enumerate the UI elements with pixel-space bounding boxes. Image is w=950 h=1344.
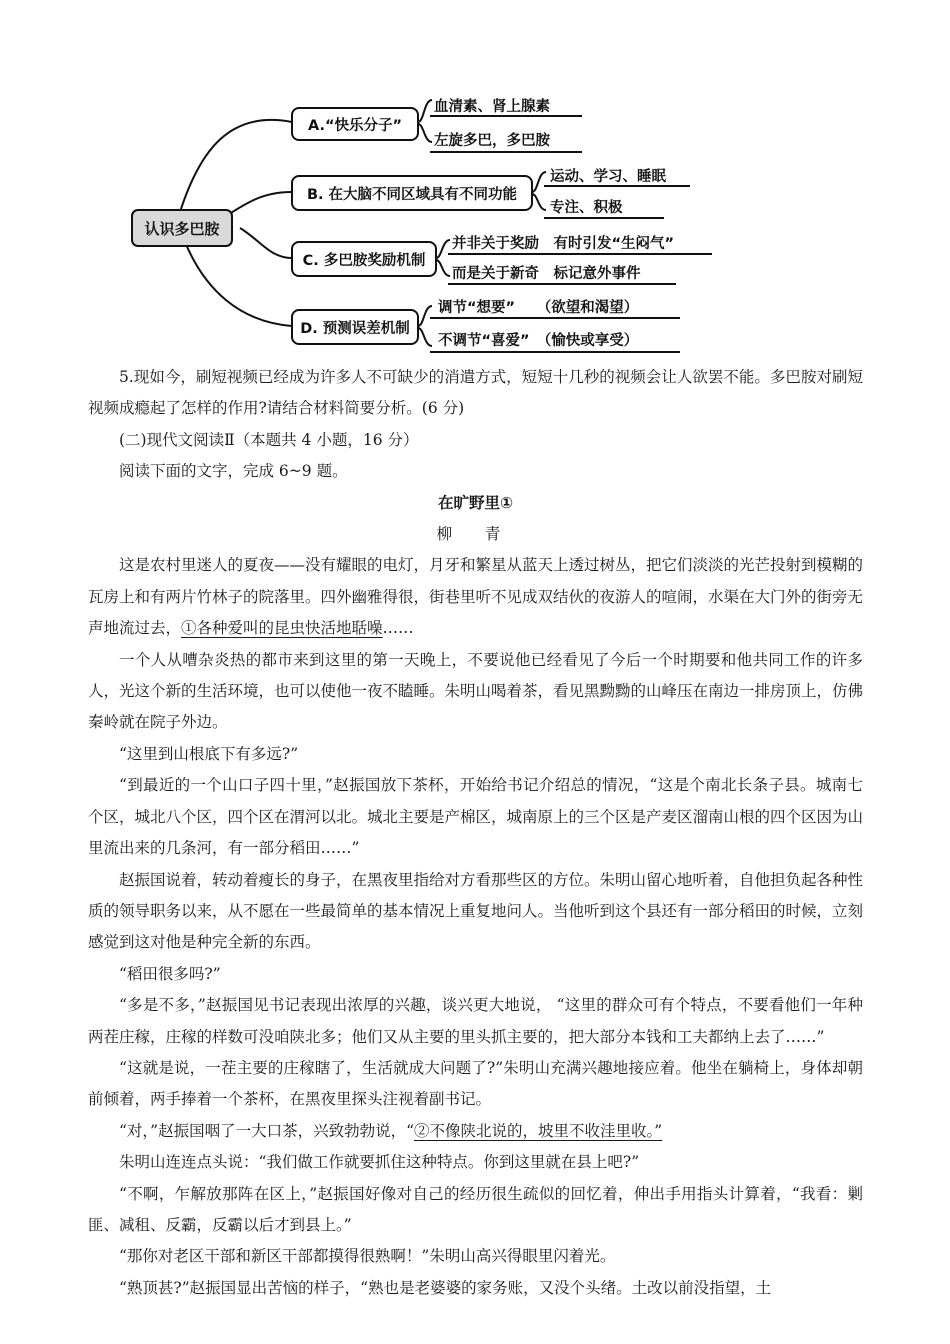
bracket-c (436, 240, 450, 276)
branch-b-item-2: 专注、积极 (550, 200, 623, 216)
underlined-sentence-2: ②不像陕北说的，坡里不收洼里收。” (414, 1121, 663, 1140)
bracket-d (418, 306, 432, 346)
paragraph-13: “熟顶甚?”赵振国显出苦恼的样子，“熟也是老婆婆的家务账，又没个头绪。土改以前没指望，土 (119, 1278, 772, 1297)
mind-map-diagram (0, 0, 950, 360)
article-title: 在旷野里① (437, 493, 514, 512)
paragraph-1-text: 这是农村里迷人的夏夜——没有耀眼的电灯，月牙和繁星从蓝天上透过树丛，把它们淡淡的光芒投射到模糊的瓦房上和有两片竹林子的院落里。四外幽雅得很，街巷里听不见成双结伙的夜游人的喧闹，水渠在大门外的街旁无声地流过去， (88, 556, 864, 638)
paragraph-6: “稻田很多吗?” (119, 964, 221, 983)
document-body (88, 362, 863, 1304)
paragraph-12: “那你对老区干部和新区干部都摸得很熟啊！”朱明山高兴得眼里闪着光。 (119, 1247, 616, 1266)
paragraph-3: “这里到山根底下有多远?” (119, 744, 299, 763)
paragraph-1-ellipsis: …… (382, 619, 414, 638)
connector-a (180, 120, 292, 212)
paragraph-5: 赵振国说着，转动着瘦长的身子，在黑夜里指给对方看那些区的方位。朱明山留心地听着，自他担负起各种性质的领导职务以来，从不愿在一些最简单的基本情况上重复地问人。当他听到这个县还有一部分稻田的时候，立刻感觉到这对他是种完全新的东西。 (88, 870, 864, 952)
question-5: 5.现如今，刷短视频已经成为许多人不可缺少的消遣方式，短短十几秒的视频会让人欲罢不能。多巴胺对刷短视频成瘾起了怎样的作用?请结合材料简要分析。(6 分) (88, 368, 863, 418)
paragraph-7: “多是不多，”赵振国见书记表现出浓厚的兴趣，谈兴更大地说， “这里的群众可有个特点，不要看他们一年种两茬庄稼，庄稼的样数可没咱陕北多；他们又从主要的里头抓主要的，把大部分本钱和工夫都纳上去了……” (88, 996, 863, 1046)
branch-a-item-1: 血清素、肾上腺素 (434, 99, 550, 115)
branch-c-item-1: 并非关于奖励 有时引发“生闷气” (452, 236, 675, 252)
branch-d-item-2: 不调节“喜爱” （愉快或享受） (438, 333, 639, 349)
branch-d-label: D. 预测误差机制 (300, 321, 410, 337)
paragraph-2: 一个人从嘈杂炎热的都市来到这里的第一天晚上，不要说他已经看见了今后一个时期要和他共同工作的许多人，光这个新的生活环境，也可以使他一夜不瞌睡。朱明山喝着茶，看见黑黝黝的山峰压在南边一排房顶上，仿佛秦岭就在院子外边。 (88, 650, 864, 732)
paragraph-9 (88, 1116, 863, 1147)
branch-c-label: C. 多巴胺奖励机制 (302, 253, 426, 269)
branch-b-item-1: 运动、学习、睡眠 (550, 169, 666, 185)
reading-instruction: 阅读下面的文字，完成 6~9 题。 (119, 462, 348, 481)
branch-b-label: B. 在大脑不同区域具有不同功能 (306, 187, 518, 203)
branch-a-label: A.“快乐分子” (307, 118, 403, 134)
paragraph-10: 朱明山连连点头说：“我们做工作就要抓住这种特点。你到这里就在县上吧?” (119, 1153, 640, 1172)
bracket-b (532, 172, 546, 210)
section-heading: (二)现代文阅读Ⅱ（本题共 4 小题，16 分） (119, 430, 419, 449)
bracket-a (418, 100, 432, 142)
branch-a-item-2: 左旋多巴，多巴胺 (434, 133, 550, 149)
paragraph-1 (88, 550, 863, 644)
article-author: 柳 青 (436, 525, 515, 544)
root-label: 认识多巴胺 (144, 220, 220, 238)
branch-d-item-1: 调节“想要” （欲望和渴望） (438, 300, 639, 316)
connector-c (240, 228, 292, 258)
branch-c-item-2: 而是关于新奇 标记意外事件 (452, 266, 641, 282)
paragraph-9-text: “对，”赵振国咽了一大口茶，兴致勃勃说，“ (119, 1121, 415, 1140)
underlined-sentence-1: ①各种爱叫的昆虫快活地聒噪 (181, 619, 383, 638)
paragraph-4: “到最近的一个山口子四十里，”赵振国放下茶杯，开始给书记介绍总的情况，“这是个南北长条子县。城南七个区，城北八个区，四个区在渭河以北。城北主要是产棉区，城南原上的三个区是产麦区溜南山根的四个区因为山里流出来的几条河，有一部分稻田……” (88, 776, 864, 858)
paragraph-11: “不啊，乍解放那阵在区上，”赵振国好像对自己的经历很生疏似的回忆着，伸出手用指头计算着，“我看：剿匪、减租、反霸，反霸以后才到县上。” (88, 1184, 863, 1234)
paragraph-8: “这就是说，一茬主要的庄稼瞎了，生活就成大问题了?”朱明山充满兴趣地接应着。他坐在躺椅上，身体却朝前倾着，两手捧着一个茶杯，在黑夜里探头注视着副书记。 (88, 1058, 863, 1109)
